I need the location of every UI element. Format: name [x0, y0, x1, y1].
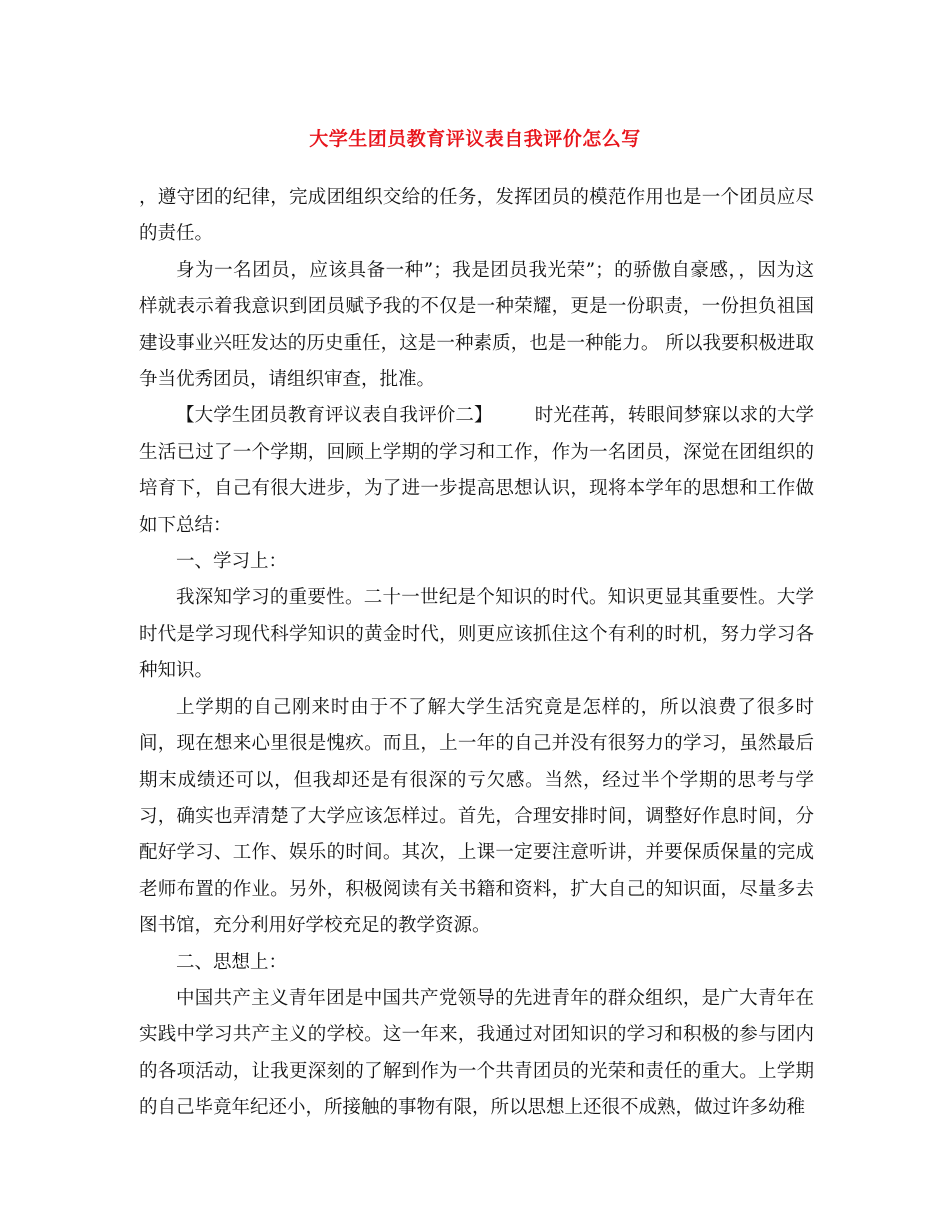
paragraph-study-reflection: 上学期的自己刚来时由于不了解大学生活究竟是怎样的，所以浪费了很多时间，现在想来心里很是愧疚。而且，上一年的自己并没有很努力的学习，虽然最后期末成绩还可以，但我却还是有很深的亏欠感。当然，经过半个学期的思考与学习，确实也弄清楚了大学应该怎样过。首先，合理安排时间，调整好作息时间，分配好学习、工作、娱乐的时间。其次，上课一定要注意听讲，并要保质保量的完成老师布置的作业。另外，积极阅读有关书籍和资料，扩大自己的知识面，尽量多去图书馆，充分利用好学校充足的教学资源。 [139, 696, 814, 937]
document-body [139, 180, 814, 1127]
paragraph-league: 中国共产主义青年团是中国共产党领导的先进青年的群众组织，是广大青年在实践中学习共产主义的学校。这一年来，我通过对团知识的学习和积极的参与团内的各项活动，让我更深刻的了解到作为一个共青团员的光荣和责任的重大。上学期的自己毕竟年纪还小，所接触的事物有限，所以思想上还很不成熟，做过许多幼稚 [139, 987, 814, 1119]
paragraph-part-two [139, 398, 814, 544]
subheading-study: 一、学习上： [176, 551, 288, 573]
section-intro: 时光荏苒，转眼间梦寐以求的大学生活已过了一个学期，回顾上学期的学习和工作，作为一名团员，深觉在团组织的培育下，自己有很大进步，为了进一步提高思想认识，现将本学年的思想和工作做如下总结： [139, 405, 814, 536]
paragraph-continuation: ，遵守团的纪律，完成团组织交给的任务，发挥团员的模范作用也是一个团员应尽的责任。 [139, 187, 814, 245]
document-title: 大学生团员教育评议表自我评价怎么写 [309, 128, 641, 150]
paragraph-study-importance: 我深知学习的重要性。二十一世纪是个知识的时代。知识更显其重要性。大学时代是学习现代科学知识的黄金时代，则更应该抓住这个有利的时机，努力学习各种知识。 [139, 587, 814, 682]
subheading-thought: 二、思想上： [176, 951, 288, 973]
paragraph-honor: 身为一名团员，应该具备一种”；我是团员我光荣”；的骄傲自豪感，，因为这样就表示着我意识到团员赋予我的不仅是一种荣耀，更是一份职责，一份担负祖国建设事业兴旺发达的历史重任，这是一种素质，也是一种能力。 所以我要积极进取争当优秀团员，请组织审查，批准。 [139, 259, 814, 391]
section-heading: 【大学生团员教育评议表自我评价二】 [176, 405, 493, 427]
